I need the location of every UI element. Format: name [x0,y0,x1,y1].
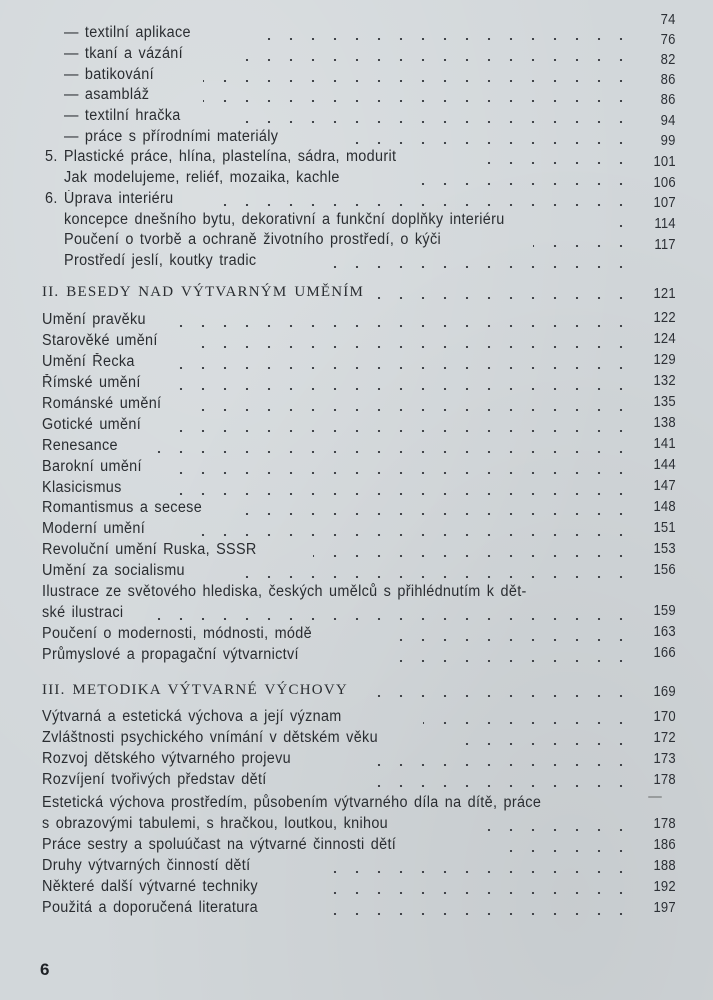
dot-leader [613,225,632,227]
toc-entry-title: Římské umění [42,374,141,391]
dot-leader [168,430,632,432]
dot-leader [168,472,632,474]
toc-page-number: 173 [653,751,676,767]
toc-entry-title: Starověké umění [42,332,158,349]
toc-entry-title: Zvláštnosti psychického vnímání v dětském věku [42,729,378,746]
dot-leader [193,346,632,348]
dot-leader [238,513,632,515]
dot-leader [208,204,632,206]
toc-entry-title: koncepce dnešního bytu, dekorativní a funkční doplňky interiéru [64,211,505,228]
dot-leader [168,367,632,369]
toc-page-number: 86 [661,92,676,108]
toc-page-number: 129 [653,352,676,368]
toc-entry-title: Jak modelujeme, reliéf, mozaika, kachle [64,169,340,186]
toc-page-number: 170 [653,709,676,725]
page-folio-number: 6 [40,960,50,979]
toc-entry-title: Estetická výchova prostředím, působením výtvarného díla na dítě, práce [42,794,542,811]
toc-page-number: 192 [653,879,676,895]
toc-page-number: 172 [653,730,676,746]
toc-page-number: 159 [653,603,676,619]
dot-leader [178,325,632,327]
dot-leader [233,121,632,123]
dot-leader [388,660,632,662]
toc-page-number: 147 [653,478,676,494]
toc-page-number: 106 [653,175,676,191]
toc-page-number: 188 [653,858,676,874]
toc-page-number: 151 [653,520,676,536]
toc-entry-title: Použitá a doporučená literatura [42,899,259,916]
dot-leader [183,534,632,536]
toc-entry-title: Poučení o modernosti, módnosti, módě [42,625,312,642]
toc-entry-title: Umění za socialismu [42,562,185,579]
toc-entry-title: Výtvarná a estetická výchova a její význam [42,708,342,725]
toc-entry-title: — textilní aplikace [64,24,191,41]
toc-entry-title: — textilní hračka [64,107,181,124]
toc-page-number: 135 [653,394,676,410]
toc-page-number: 117 [654,237,676,253]
toc-page-number: 124 [653,331,676,347]
dot-leader [328,913,632,915]
dot-leader [363,764,632,766]
toc-entry-title: 5. Plastické práce, hlína, plastelína, sádra, modurit [45,148,397,165]
toc-entry-title: — batikování [64,66,154,83]
toc-entry-title: Klasicismus [42,479,122,496]
dot-leader [168,493,632,495]
dot-leader [478,829,632,831]
toc-entry-title: Rozvoj dětského výtvarného projevu [42,750,292,767]
toc-entry-title: Romantismus a secese [42,499,203,516]
toc-entry-title: — asambláž [64,86,150,103]
dot-leader [383,639,632,641]
toc-page-number: 186 [653,837,676,853]
dot-leader [318,892,632,894]
toc-entry-title: Revoluční umění Ruska, SSSR [42,541,257,558]
toc-entry-title: Některé další výtvarné techniky [42,878,258,895]
toc-entry-title: Druhy výtvarných činností dětí [42,857,251,874]
toc-page-number: 86 [661,72,676,88]
toc-page-number: 178 [653,772,676,788]
toc-entry-title: s obrazovými tabulemi, s hračkou, loutkou, knihou [42,815,389,832]
toc-page-number: 163 [653,624,676,640]
toc-page-number: 153 [653,541,676,557]
dot-leader [340,142,632,144]
dot-leader [423,722,632,724]
dot-leader [203,80,632,82]
toc-page-number: 141 [653,436,676,452]
toc-entry-title: Renesance [42,437,118,454]
dot-leader [373,695,632,697]
dot-leader [368,785,632,787]
toc-page-number: 122 [653,310,676,326]
toc-page-number: 148 [653,499,676,515]
toc-entry-title: Průmyslové a propagační výtvarnictví [42,646,299,663]
toc-section-heading: II. BESEDY NAD VÝTVARNÝM UMĚNÍM [42,284,365,300]
toc-entry-title: Moderní umění [42,520,146,537]
toc-entry-title: Umění Řecka [42,353,135,370]
dot-leader [168,388,632,390]
toc-entry-title: Ilustrace ze světového hlediska, českých umělců s přihlédnutím k dět- [42,583,527,600]
toc-page-number: 138 [653,415,676,431]
toc-section-heading: III. METODIKA VÝTVARNÉ VÝCHOVY [42,682,348,698]
toc-page-number: 99 [661,133,676,149]
toc-entry-title: Prostředí jeslí, koutky tradic [64,252,257,269]
dot-leader [318,266,632,268]
toc-entry-title: ské ilustraci [42,604,124,621]
toc-entry-title: — práce s přírodními materiály [64,128,279,145]
ink-mark [648,796,662,798]
dot-leader [203,100,632,102]
toc-page-number: 178 [653,816,676,832]
toc-page-number: 114 [654,216,676,232]
toc-page-number: 107 [653,195,676,211]
dot-leader [503,850,632,852]
dot-leader [153,618,632,620]
dot-leader [318,871,632,873]
toc-entry-title: Gotické umění [42,416,142,433]
toc-page-number: 76 [661,32,676,48]
toc-entry-title: Práce sestry a spoluúčast na výtvarné činnosti dětí [42,836,397,853]
dot-leader [533,245,632,247]
toc-page-number: 169 [653,684,676,700]
toc-entry-title: Rozvíjení tvořivých představ dětí [42,771,267,788]
dot-leader [408,183,632,185]
dot-leader [488,162,632,164]
toc-page-number: 197 [653,900,676,916]
toc-entry-title: 6. Úprava interiéru [45,190,174,207]
dot-leader [463,743,632,745]
toc-entry-title: Románské umění [42,395,162,412]
toc-page-number: 144 [653,457,676,473]
dot-leader [228,576,632,578]
toc-page-number: 101 [653,154,676,170]
dot-leader [313,555,632,557]
dot-leader [378,297,632,299]
toc-entry-title: Poučení o tvorbě a ochraně životního prostředí, o kýči [64,231,442,248]
toc-page-number: 121 [653,286,676,302]
toc-page-number: 94 [661,113,676,129]
toc-page-number: 74 [661,12,676,28]
toc-page-number: 156 [653,562,676,578]
dot-leader [233,59,632,61]
toc-entry-title: Barokní umění [42,458,142,475]
toc-entry-title: Umění pravěku [42,311,146,328]
toc-page-number: 166 [653,645,676,661]
toc-page-number: 132 [653,373,676,389]
dot-leader [258,38,632,40]
toc-page-number: 82 [661,52,676,68]
dot-leader [193,409,632,411]
toc-entry-title: — tkaní a vázání [64,45,183,62]
dot-leader [148,451,632,453]
